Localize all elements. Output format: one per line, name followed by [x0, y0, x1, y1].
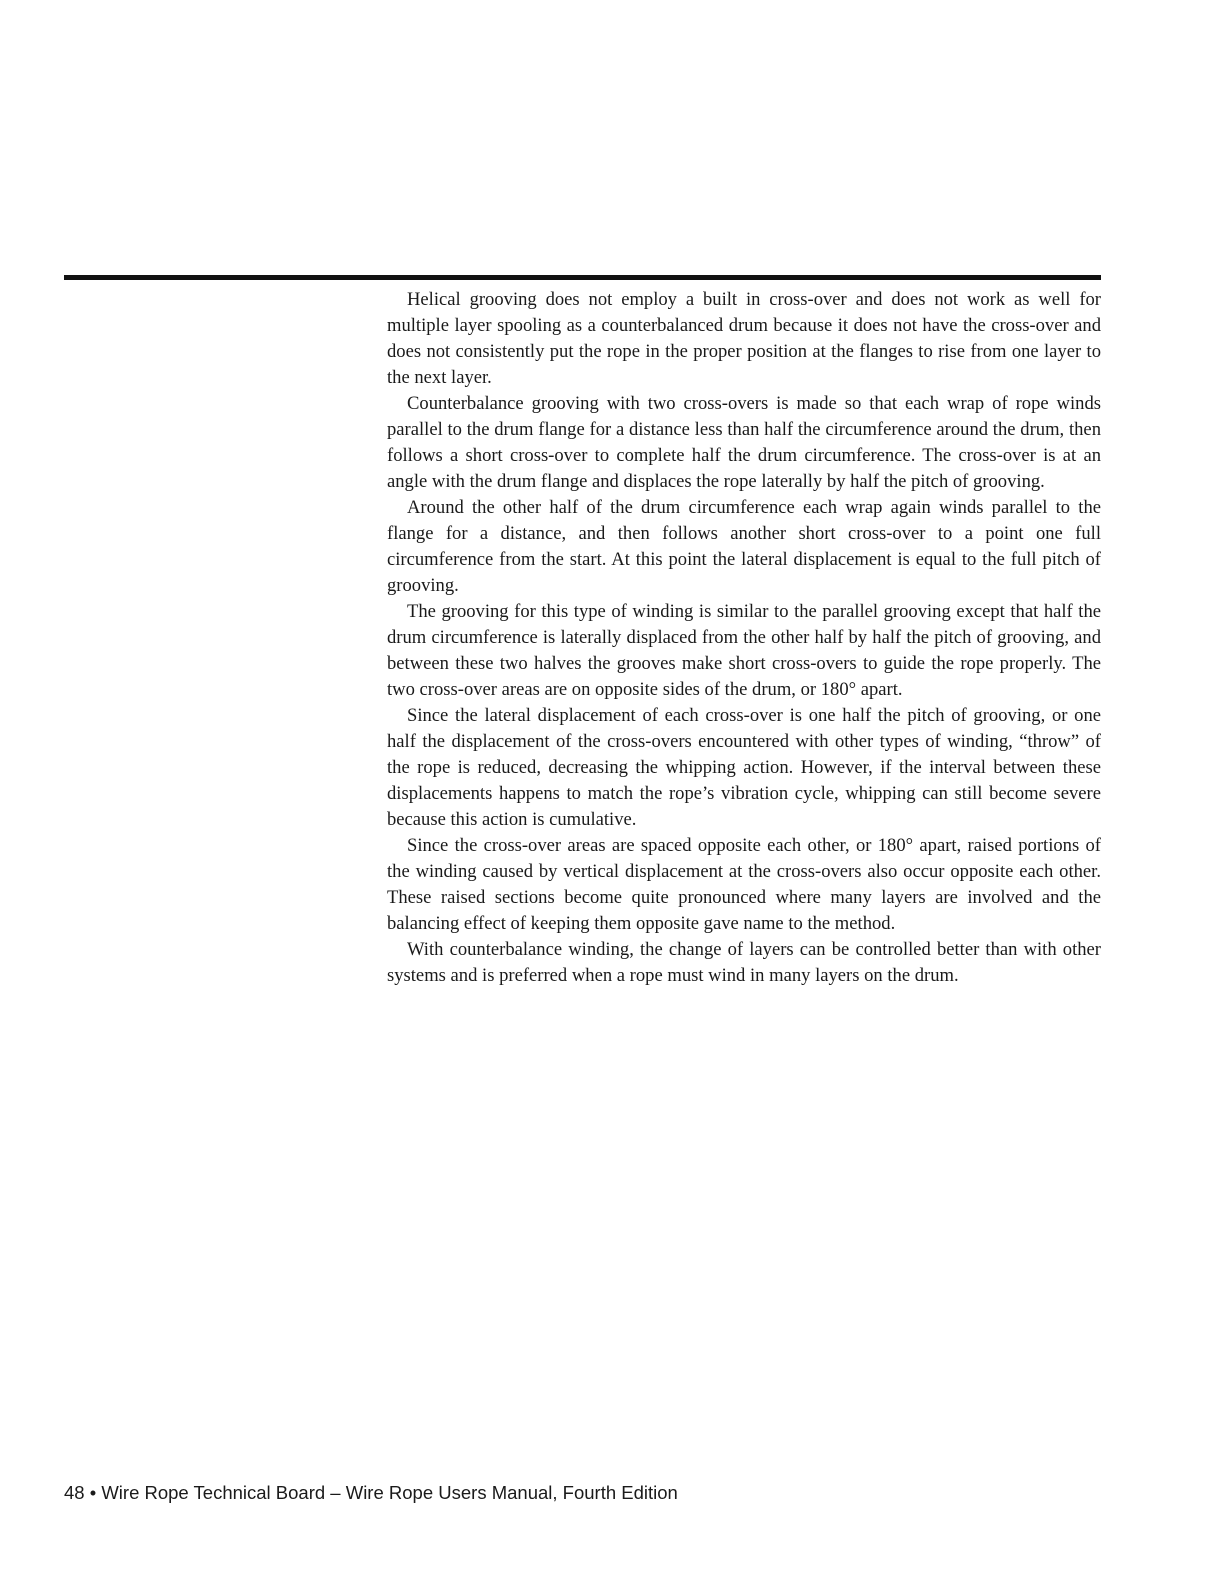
paragraph-cross-over-areas: Since the cross-over areas are spaced opposite each other, or 180° apart, raised portions of the winding caused by vertical displacement at the cross-overs also occur opposite each other. These raised sections become quite pronounced where many layers are involved and the balancing effect of keeping them opposite gave name to the method.	[387, 835, 1101, 934]
paragraph-counterbalance-grooving: Counterbalance grooving with two cross-overs is made so that each wrap of rope winds parallel to the drum flange for a distance less than half the circumference around the drum, then follows a short cross-over to complete half the drum circumference. The cross-over is at an angle with the drum flange and displaces the rope laterally by half the pitch of grooving.	[387, 393, 1101, 492]
paragraph-helical-grooving: Helical grooving does not employ a built in cross-over and does not work as well for multiple layer spooling as a counterbalanced drum because it does not have the cross-over and does not consistently put the rope in the proper position at the flanges to rise from one layer to the next layer.	[387, 289, 1101, 388]
body-text	[387, 287, 1101, 989]
paragraph-counterbalance-winding: With counterbalance winding, the change of layers can be controlled better than with other systems and is preferred when a rope must wind in many layers on the drum.	[387, 939, 1101, 986]
page-footer: 48 • Wire Rope Technical Board – Wire Rope Users Manual, Fourth Edition	[64, 1482, 678, 1503]
header-rule	[64, 275, 1101, 280]
paragraph-other-half: Around the other half of the drum circumference each wrap again winds parallel to the flange for a distance, and then follows another short cross-over to a point one full circumference from the start. At this point the lateral displacement is equal to the full pitch of grooving.	[387, 497, 1101, 596]
paragraph-grooving-similar: The grooving for this type of winding is similar to the parallel grooving except that half the drum circumference is laterally displaced from the other half by half the pitch of grooving, and between these two halves the grooves make short cross-overs to guide the rope properly. The two cross-over areas are on opposite sides of the drum, or 180° apart.	[387, 601, 1101, 700]
paragraph-lateral-displacement: Since the lateral displacement of each cross-over is one half the pitch of grooving, or one half the displacement of the cross-overs encountered with other types of winding, “throw” of the rope is reduced, decreasing the whipping action. However, if the interval between these displacements happens to match the rope’s vibration cycle, whipping can still become severe because this action is cumulative.	[387, 705, 1101, 830]
